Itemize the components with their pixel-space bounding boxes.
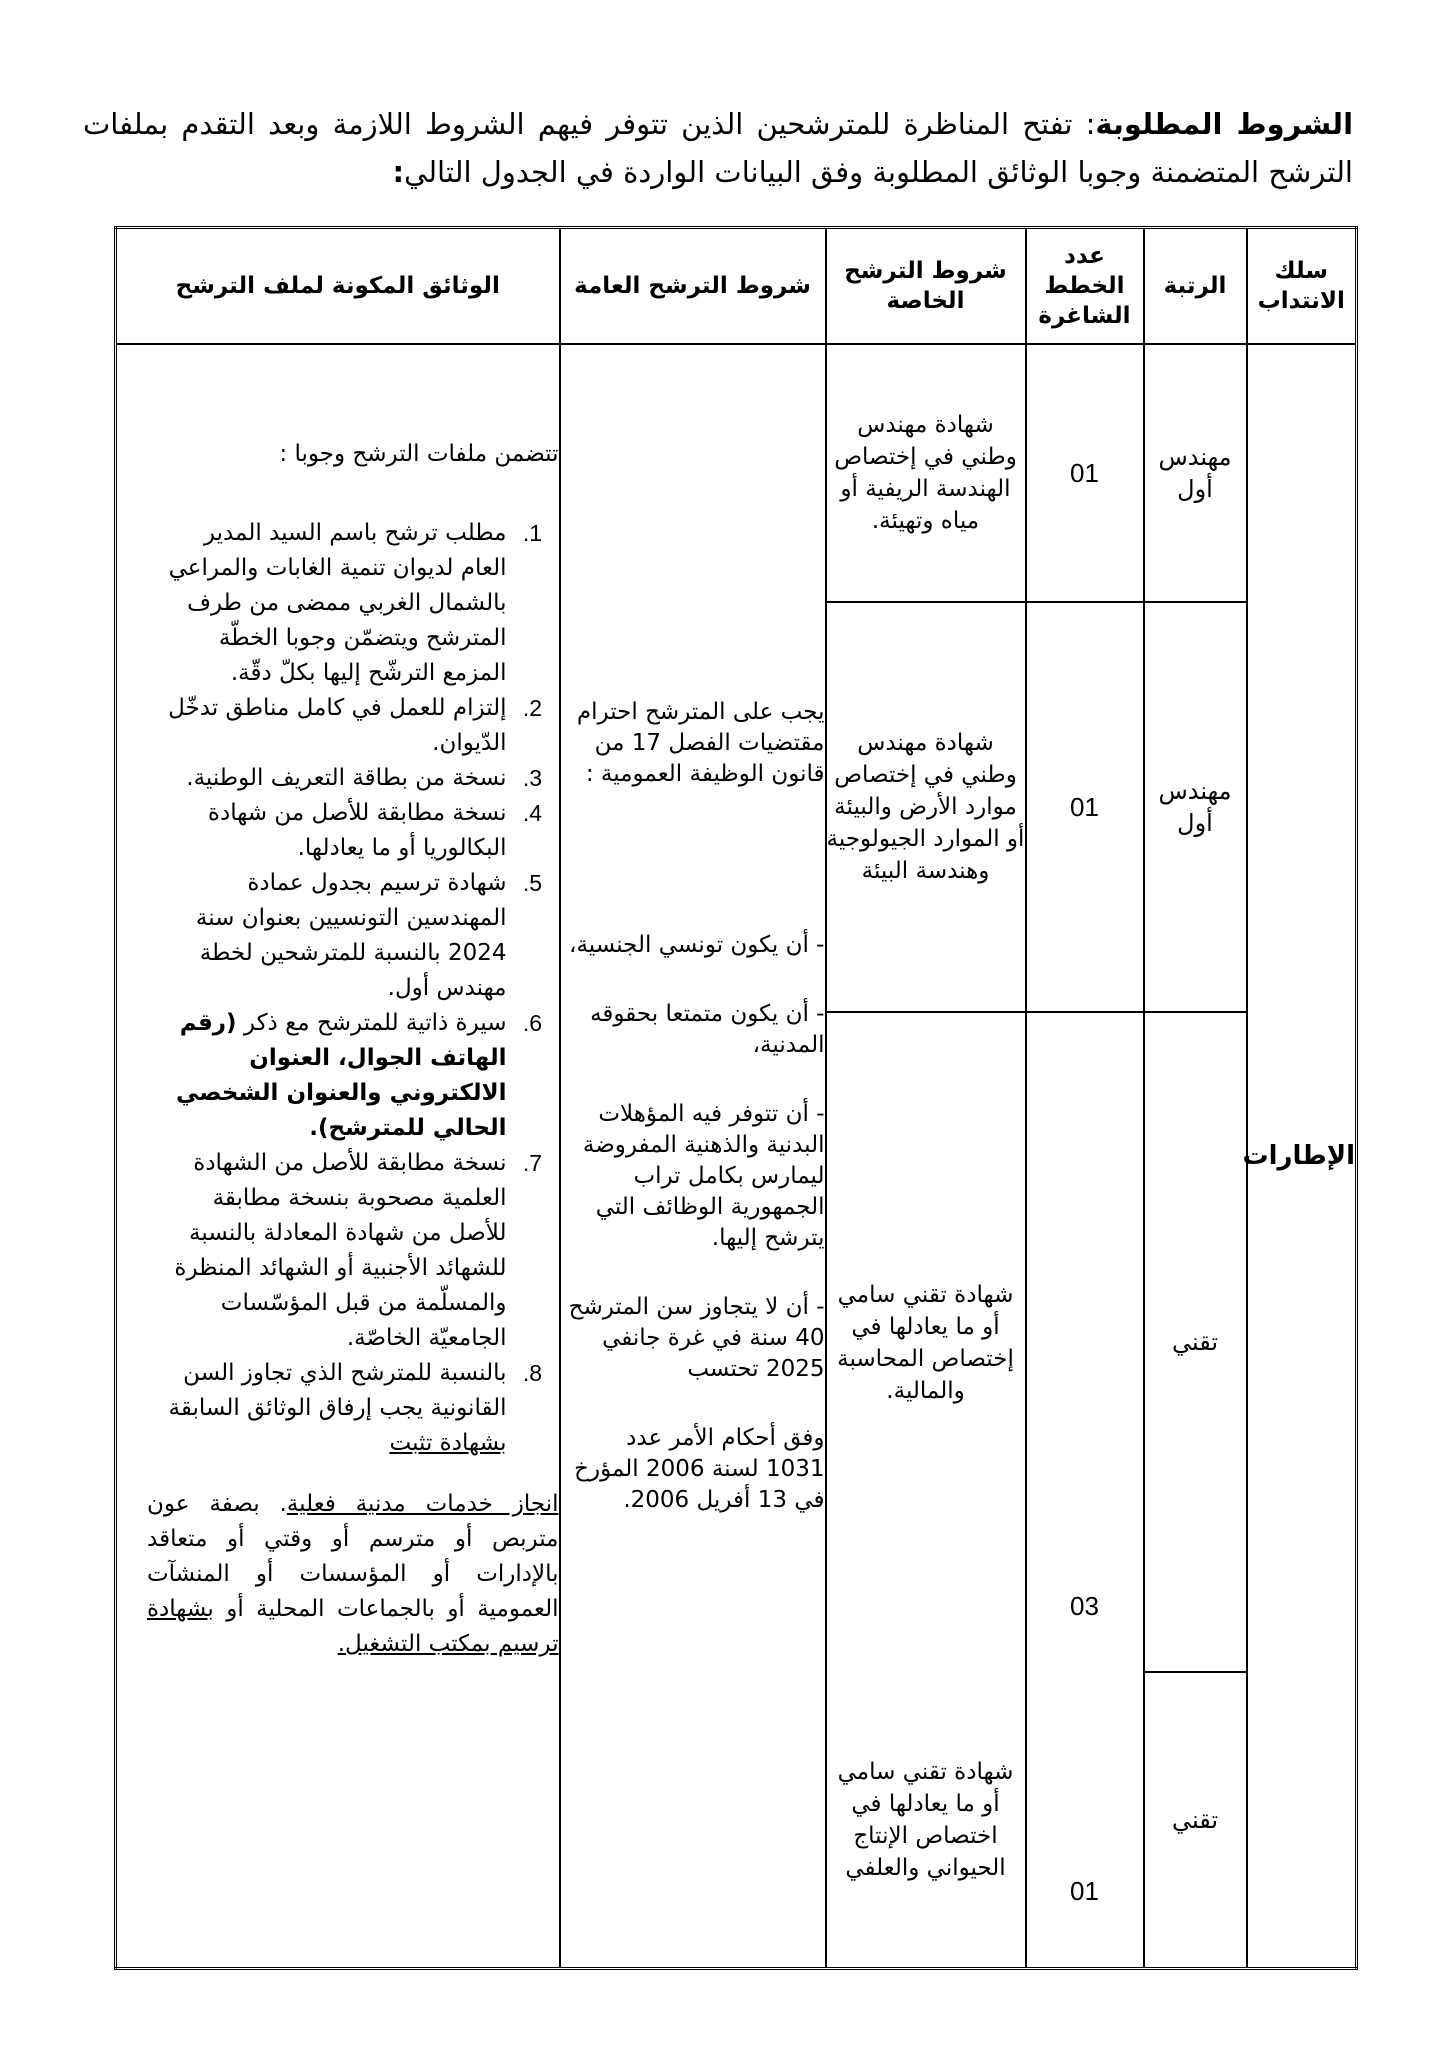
item-text [157, 1356, 507, 1461]
list-item [117, 866, 559, 1006]
header-corps: سلك الانتداب [1247, 228, 1357, 345]
item-number: 4. [522, 800, 543, 826]
special-condition-cell: شهادة تقني سامي أو ما يعادلها في اختصاص الإنتاج الحيواني والعلفي [826, 1672, 1026, 1969]
item-text: شهادة ترسيم بجدول عمادة المهندسين التونسيين بعنوان سنة 2024 بالنسبة للمترشحين لخطة مهندس أول. [195, 870, 507, 1001]
grade-cell: مهندس أول [1144, 602, 1247, 1012]
list-item [117, 1006, 559, 1146]
conditions-table [114, 226, 1358, 1970]
documents-intro: تتضمن ملفات الترشح وجوبا : [279, 441, 559, 467]
table-row [116, 344, 1357, 602]
grade-cell: مهندس أول [1144, 344, 1247, 602]
tail-underlined-2: بشهادة ترسيم بمكتب التشغيل. [147, 1596, 559, 1657]
header-special-conditions: شروط الترشح الخاصة [826, 228, 1026, 345]
item-text-bold: (رقم الهاتف الجوال، العنوان الالكتروني والعنوان الشخصي الحالي للمترشح). [176, 1010, 507, 1141]
item-text [157, 1006, 507, 1146]
count-cell: 01 [1026, 602, 1144, 1012]
item-text: إلتزام للعمل في كامل مناطق تدخّل الدّيوان. [168, 695, 507, 756]
count-cell: 01 [1026, 1672, 1144, 1969]
documents-tail [117, 1487, 559, 1662]
item-text: نسخة من بطاقة التعريف الوطنية. [186, 765, 507, 791]
list-item [117, 691, 559, 761]
special-condition-cell: شهادة مهندس وطني في إختصاص الهندسة الريفية أو مياه وتهيئة. [826, 344, 1026, 602]
list-item [117, 796, 559, 866]
corps-cell: الإطارات [1247, 344, 1357, 1969]
item-text: مطلب ترشح باسم السيد المدير العام لديوان تنمية الغابات والمراعي بالشمال الغربي ممضى من طرف المترشح ويتضمّن وجوبا الخطّة المزمع الترشّح إليها بكلّ دقّة. [168, 520, 507, 686]
item-number: 3. [522, 765, 543, 791]
general-condition-item: - أن يكون متمتعا بحقوقه المدنية، [590, 1001, 825, 1058]
item-number: 2. [522, 695, 543, 721]
tail-underlined: انجاز خدمات مدنية فعلية [286, 1491, 559, 1517]
general-intro: يجب على المترشح احترام مقتضيات الفصل 17 من قانون الوظيفة العمومية : [576, 699, 825, 787]
count-cell: 03 [1026, 1012, 1144, 1672]
header-documents: الوثائق المكونة لملف الترشح [116, 228, 560, 345]
item-text-underlined: بشهادة تثبت [389, 1430, 507, 1456]
item-text: نسخة مطابقة للأصل من الشهادة العلمية مصحوبة بنسخة مطابقة للأصل من شهادة المعادلة بالنسبة للشهائد الأجنبية أو الشهائد المنظرة والمسلّمة من قبل المؤسّسات الجامعيّة الخاصّة. [174, 1150, 507, 1351]
list-item [117, 1356, 559, 1461]
item-number: 6. [522, 1010, 543, 1036]
general-condition-item: - أن تتوفر فيه المؤهلات البدنية والذهنية المفروضة ليمارس بكامل تراب الجمهورية الوظائف التي يترشح إليها. [582, 1101, 825, 1251]
item-text-plain: سيرة ذاتية للمترشح مع ذكر [243, 1010, 507, 1036]
intro-end: : [392, 155, 405, 189]
special-condition-cell: شهادة تقني سامي أو ما يعادلها في إختصاص المحاسبة والمالية. [826, 1012, 1026, 1672]
count-cell: 01 [1026, 344, 1144, 602]
grade-cell: تقني [1144, 1672, 1247, 1969]
intro-text: : تفتح المناظرة للمترشحين الذين تتوفر فيهم الشروط اللازمة وبعد التقدم بملفات الترشح المتضمنة وجوبا الوثائق المطلوبة وفق البيانات الواردة في الجدول التالي [83, 107, 1353, 189]
general-condition-item: - أن لا يتجاوز سن المترشح 40 سنة في غرة جانفي 2025 تحتسب [568, 1294, 825, 1382]
list-item [117, 761, 559, 796]
item-number: 1. [522, 520, 543, 546]
item-number: 7. [522, 1150, 543, 1176]
tail-text: . بصفة عون متربص أو مترسم أو وقتي أو متعاقد بالإدارات أو المؤسسات أو المنشآت العمومية أو بالجماعات المحلية أو [147, 1491, 559, 1622]
item-text-plain: بالنسبة للمترشح الذي تجاوز السن القانونية يجب إرفاق الوثائق السابقة [168, 1360, 507, 1421]
item-text: نسخة مطابقة للأصل من شهادة البكالوريا أو ما يعادلها. [207, 800, 507, 861]
documents-list [117, 516, 559, 1461]
header-count: عدد الخطط الشاغرة [1026, 228, 1144, 345]
table-header-row [116, 228, 1357, 345]
general-conditions-cell [560, 344, 826, 1969]
general-condition-decree: وفق أحكام الأمر عدد 1031 لسنة 2006 المؤرخ في 13 أفريل 2006. [574, 1425, 825, 1513]
special-condition-cell: شهادة مهندس وطني في إختصاص موارد الأرض والبيئة أو الموارد الجيولوجية وهندسة البيئة [826, 602, 1026, 1012]
documents-cell [116, 344, 560, 1969]
header-general-conditions: شروط الترشح العامة [560, 228, 826, 345]
intro-paragraph [83, 100, 1353, 196]
item-number: 8. [522, 1360, 543, 1386]
list-item [117, 1146, 559, 1356]
header-grade: الرتبة [1144, 228, 1247, 345]
item-number: 5. [522, 870, 543, 896]
general-condition-item: - أن يكون تونسي الجنسية، [569, 932, 825, 958]
grade-cell: تقني [1144, 1012, 1247, 1672]
list-item [117, 516, 559, 691]
intro-label: الشروط المطلوبة [1095, 107, 1354, 141]
